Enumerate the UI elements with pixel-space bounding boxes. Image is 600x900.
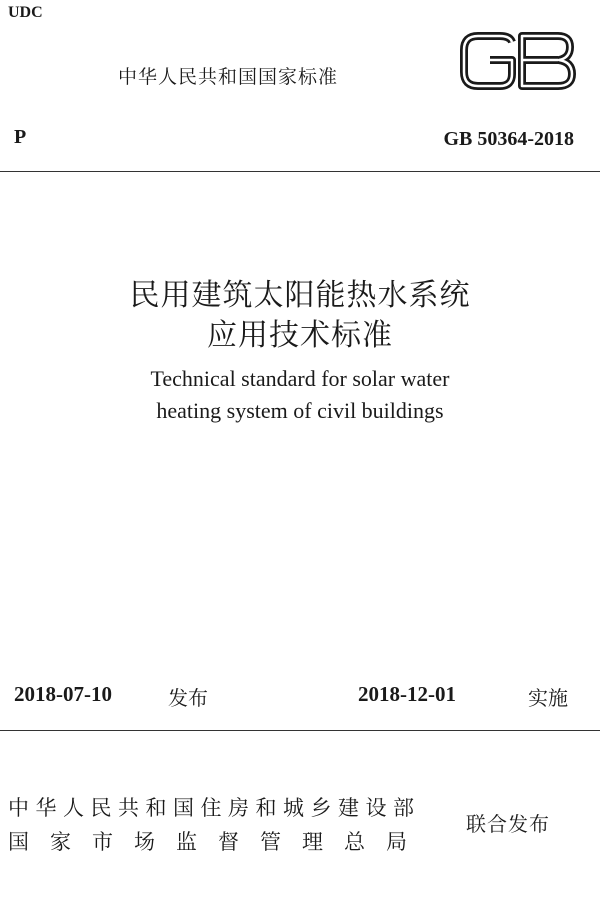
udc-label: UDC <box>8 4 43 21</box>
gb-logo <box>460 32 576 90</box>
issue-label: 发布 <box>168 686 208 710</box>
english-title-line2: heating system of civil buildings <box>156 398 444 423</box>
category-code: P <box>14 126 27 148</box>
standard-number: GB 50364-2018 <box>443 128 574 150</box>
national-standard-label: 中华人民共和国国家标准 <box>118 66 339 88</box>
issuer-line1: 中华人民共和国住房和城乡建设部 <box>8 796 421 820</box>
joint-issue-label: 联合发布 <box>466 812 550 836</box>
english-title-line1: Technical standard for solar water <box>150 366 450 391</box>
implementation-label: 实施 <box>528 686 568 710</box>
implementation-date: 2018-12-01 <box>358 682 456 706</box>
bottom-divider <box>0 730 600 731</box>
chinese-title-line1: 民用建筑太阳能热水系统 <box>129 278 471 313</box>
issuer-line2: 国家市场监督管理总局 <box>8 830 428 854</box>
top-divider <box>0 171 600 172</box>
chinese-title-line2: 应用技术标准 <box>207 318 393 353</box>
issue-date: 2018-07-10 <box>14 682 112 706</box>
